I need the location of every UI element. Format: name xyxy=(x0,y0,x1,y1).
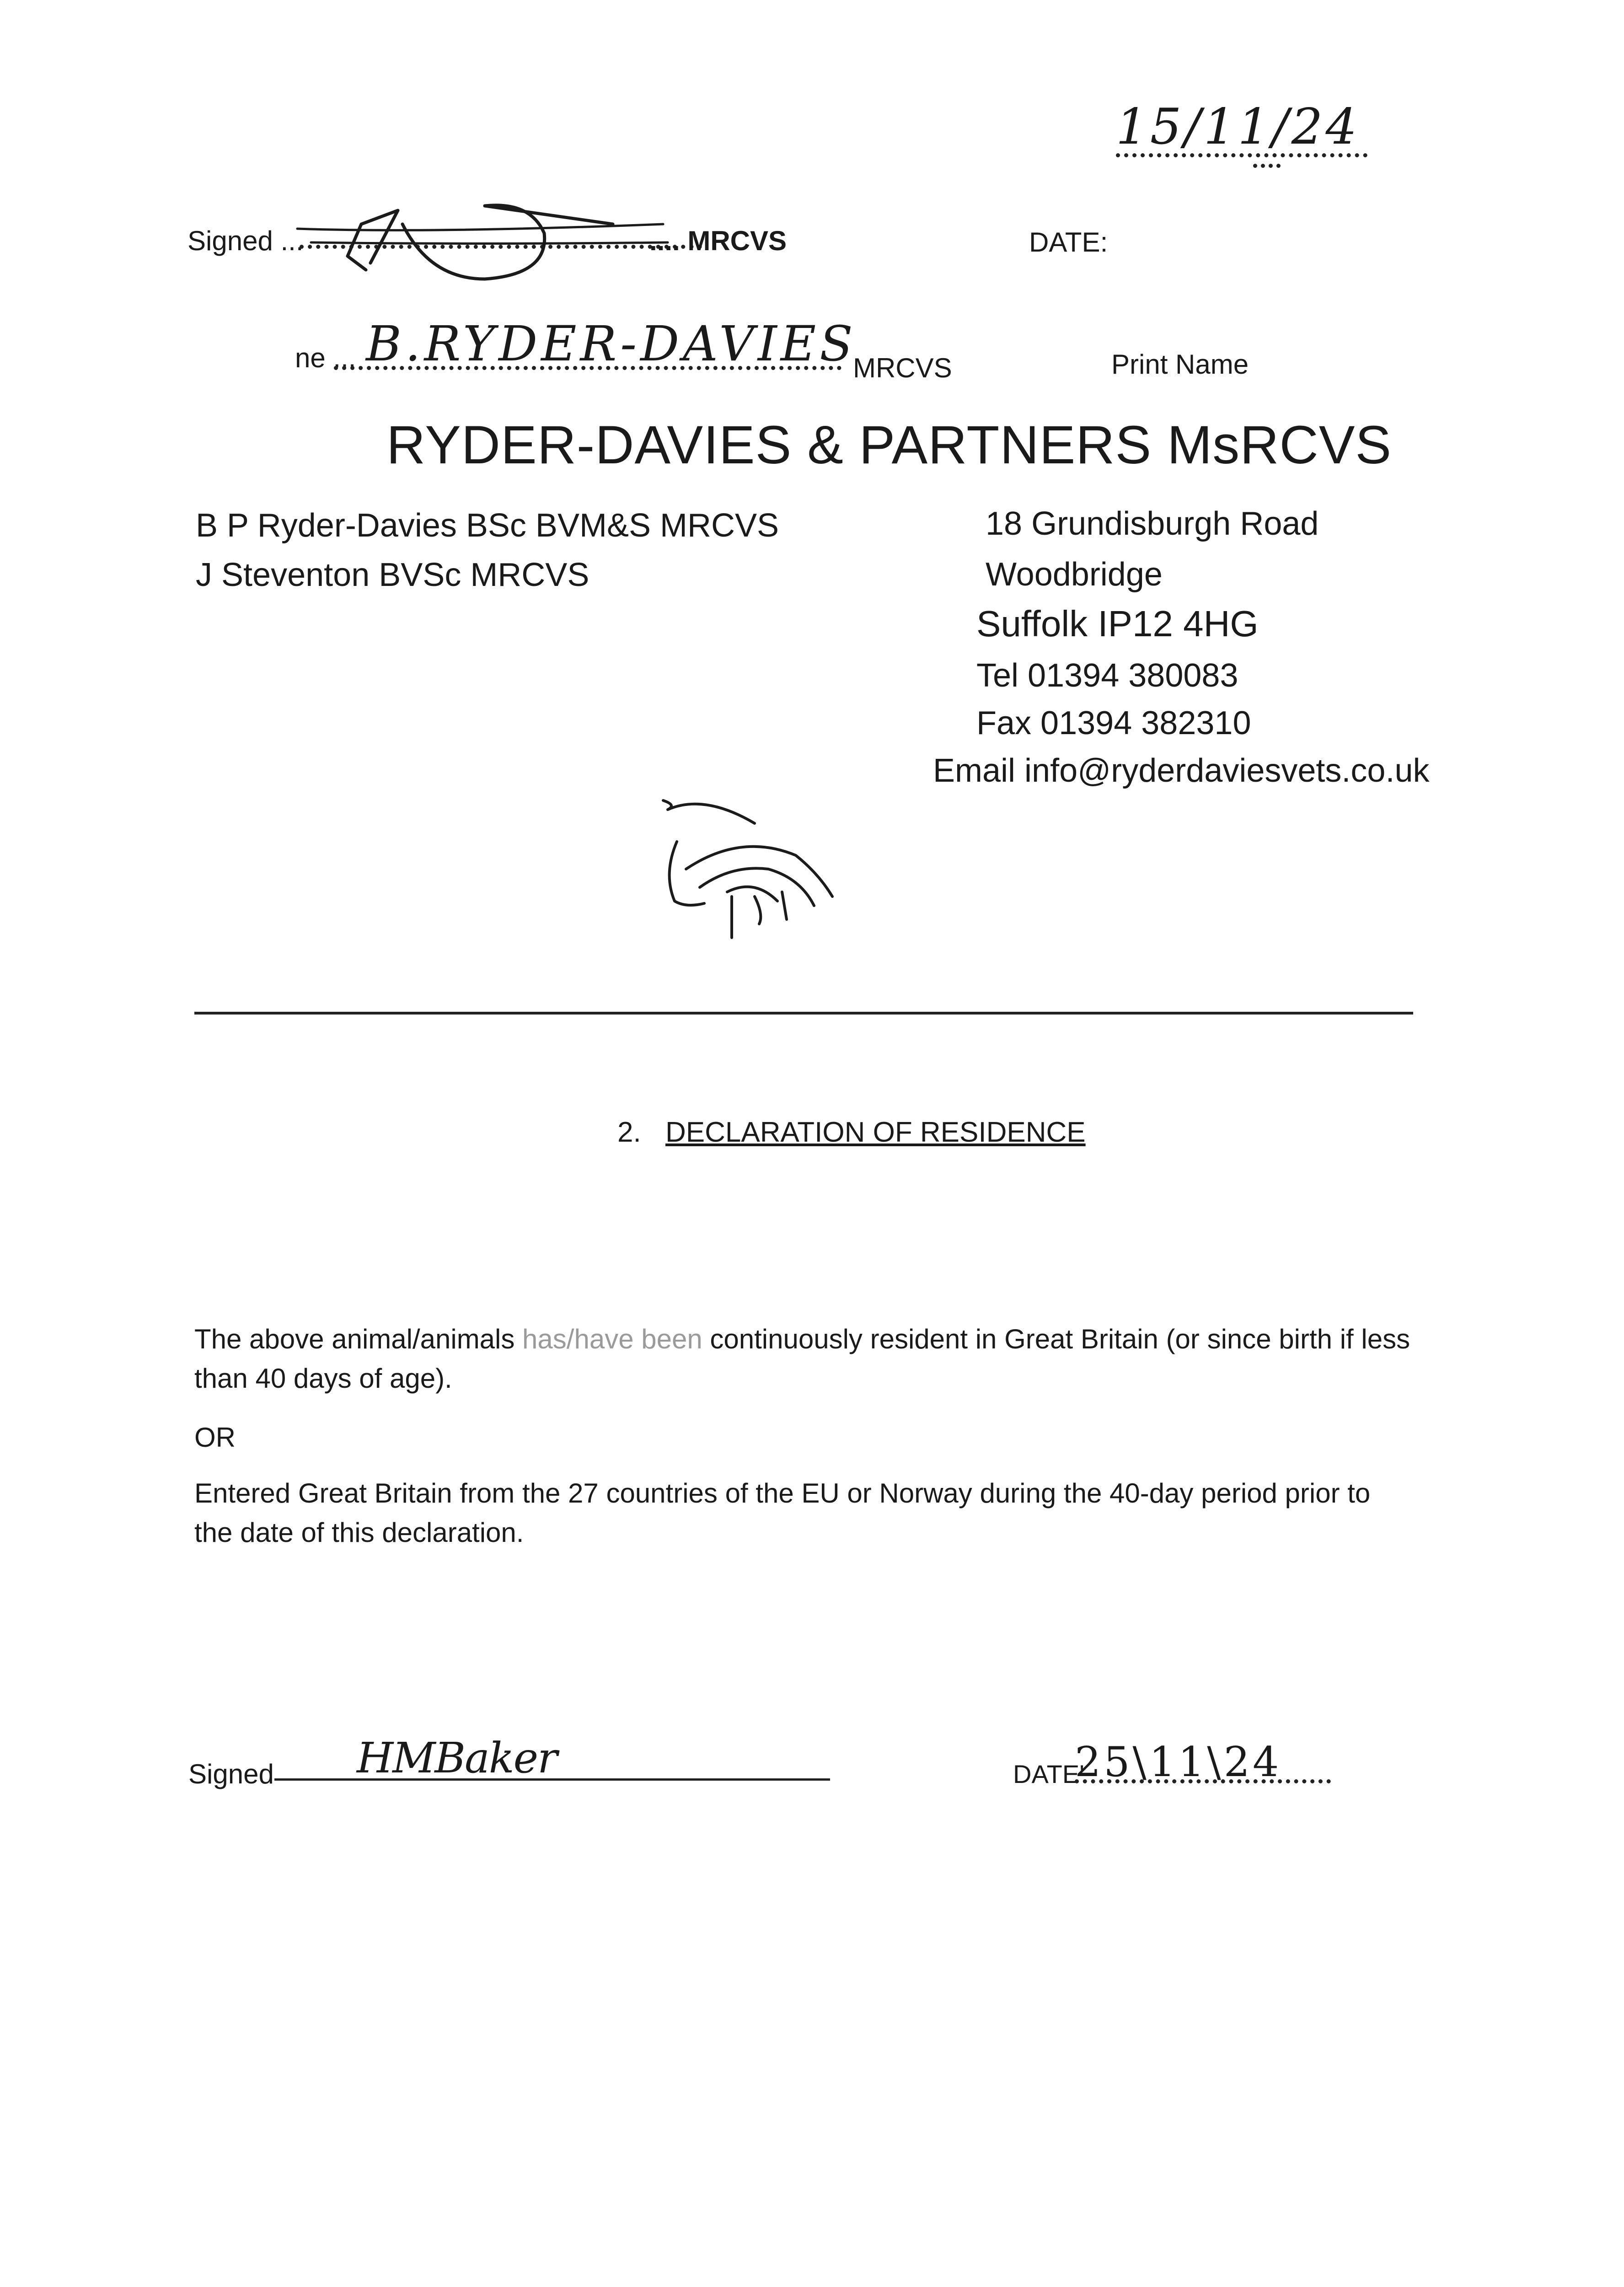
vet-signature-scribble xyxy=(293,165,704,302)
partner-2: J Steventon BVSc MRCVS xyxy=(196,557,590,593)
paragraph-1-faded-text: has/have been xyxy=(522,1324,702,1354)
paragraph-1-start: The above animal/animals xyxy=(194,1324,523,1354)
date-label-1: DATE: xyxy=(1029,227,1108,258)
address-line-1: 18 Grundisburgh Road xyxy=(986,505,1319,542)
date-dotted-line-small xyxy=(1253,164,1281,168)
letterhead-divider xyxy=(194,1012,1413,1015)
print-name-label: Print Name xyxy=(1111,349,1249,380)
signed-label-1: Signed ... xyxy=(188,225,304,256)
email-address: Email info@ryderdaviesvets.co.uk xyxy=(933,752,1430,789)
declaration-paragraph-1 xyxy=(194,1320,1411,1398)
signed-label-2: Signed xyxy=(188,1759,274,1789)
address-line-3: Suffolk IP12 4HG xyxy=(976,603,1259,644)
date-label-2: DATE' xyxy=(1013,1760,1084,1788)
partner-1: B P Ryder-Davies BSc BVM&S MRCVS xyxy=(196,507,779,544)
mrcvs-label-1: .... MRCVS xyxy=(649,225,787,256)
handwritten-date-2: 25\11\24 xyxy=(1075,1738,1282,1786)
section-title: DECLARATION OF RESIDENCE xyxy=(665,1117,1086,1148)
tel-number: Tel 01394 380083 xyxy=(976,657,1238,694)
declaration-paragraph-2: Entered Great Britain from the 27 countries of the EU or Norway during the 40-day period prior to the date of this declaration. xyxy=(194,1478,1371,1548)
practice-name: RYDER-DAVIES & PARTNERS MsRCVS xyxy=(386,415,1392,475)
paragraph-1-end: continuously resident in Great Britain (or since birth if less than 40 days of age). xyxy=(194,1324,1410,1394)
fax-number: Fax 01394 382310 xyxy=(976,705,1251,741)
horse-and-dog-logo-icon xyxy=(649,787,841,951)
section-number: 2. xyxy=(617,1117,641,1148)
handwritten-printed-name: B.RYDER-DAVIES xyxy=(366,316,857,372)
name-label: ne ... xyxy=(295,343,356,373)
owner-signature: HMBaker xyxy=(357,1734,557,1782)
or-label: OR xyxy=(194,1422,236,1453)
address-line-2: Woodbridge xyxy=(986,556,1163,593)
handwritten-date-1: 15/11/24 xyxy=(1116,98,1360,156)
mrcvs-label-2: MRCVS xyxy=(853,353,952,383)
